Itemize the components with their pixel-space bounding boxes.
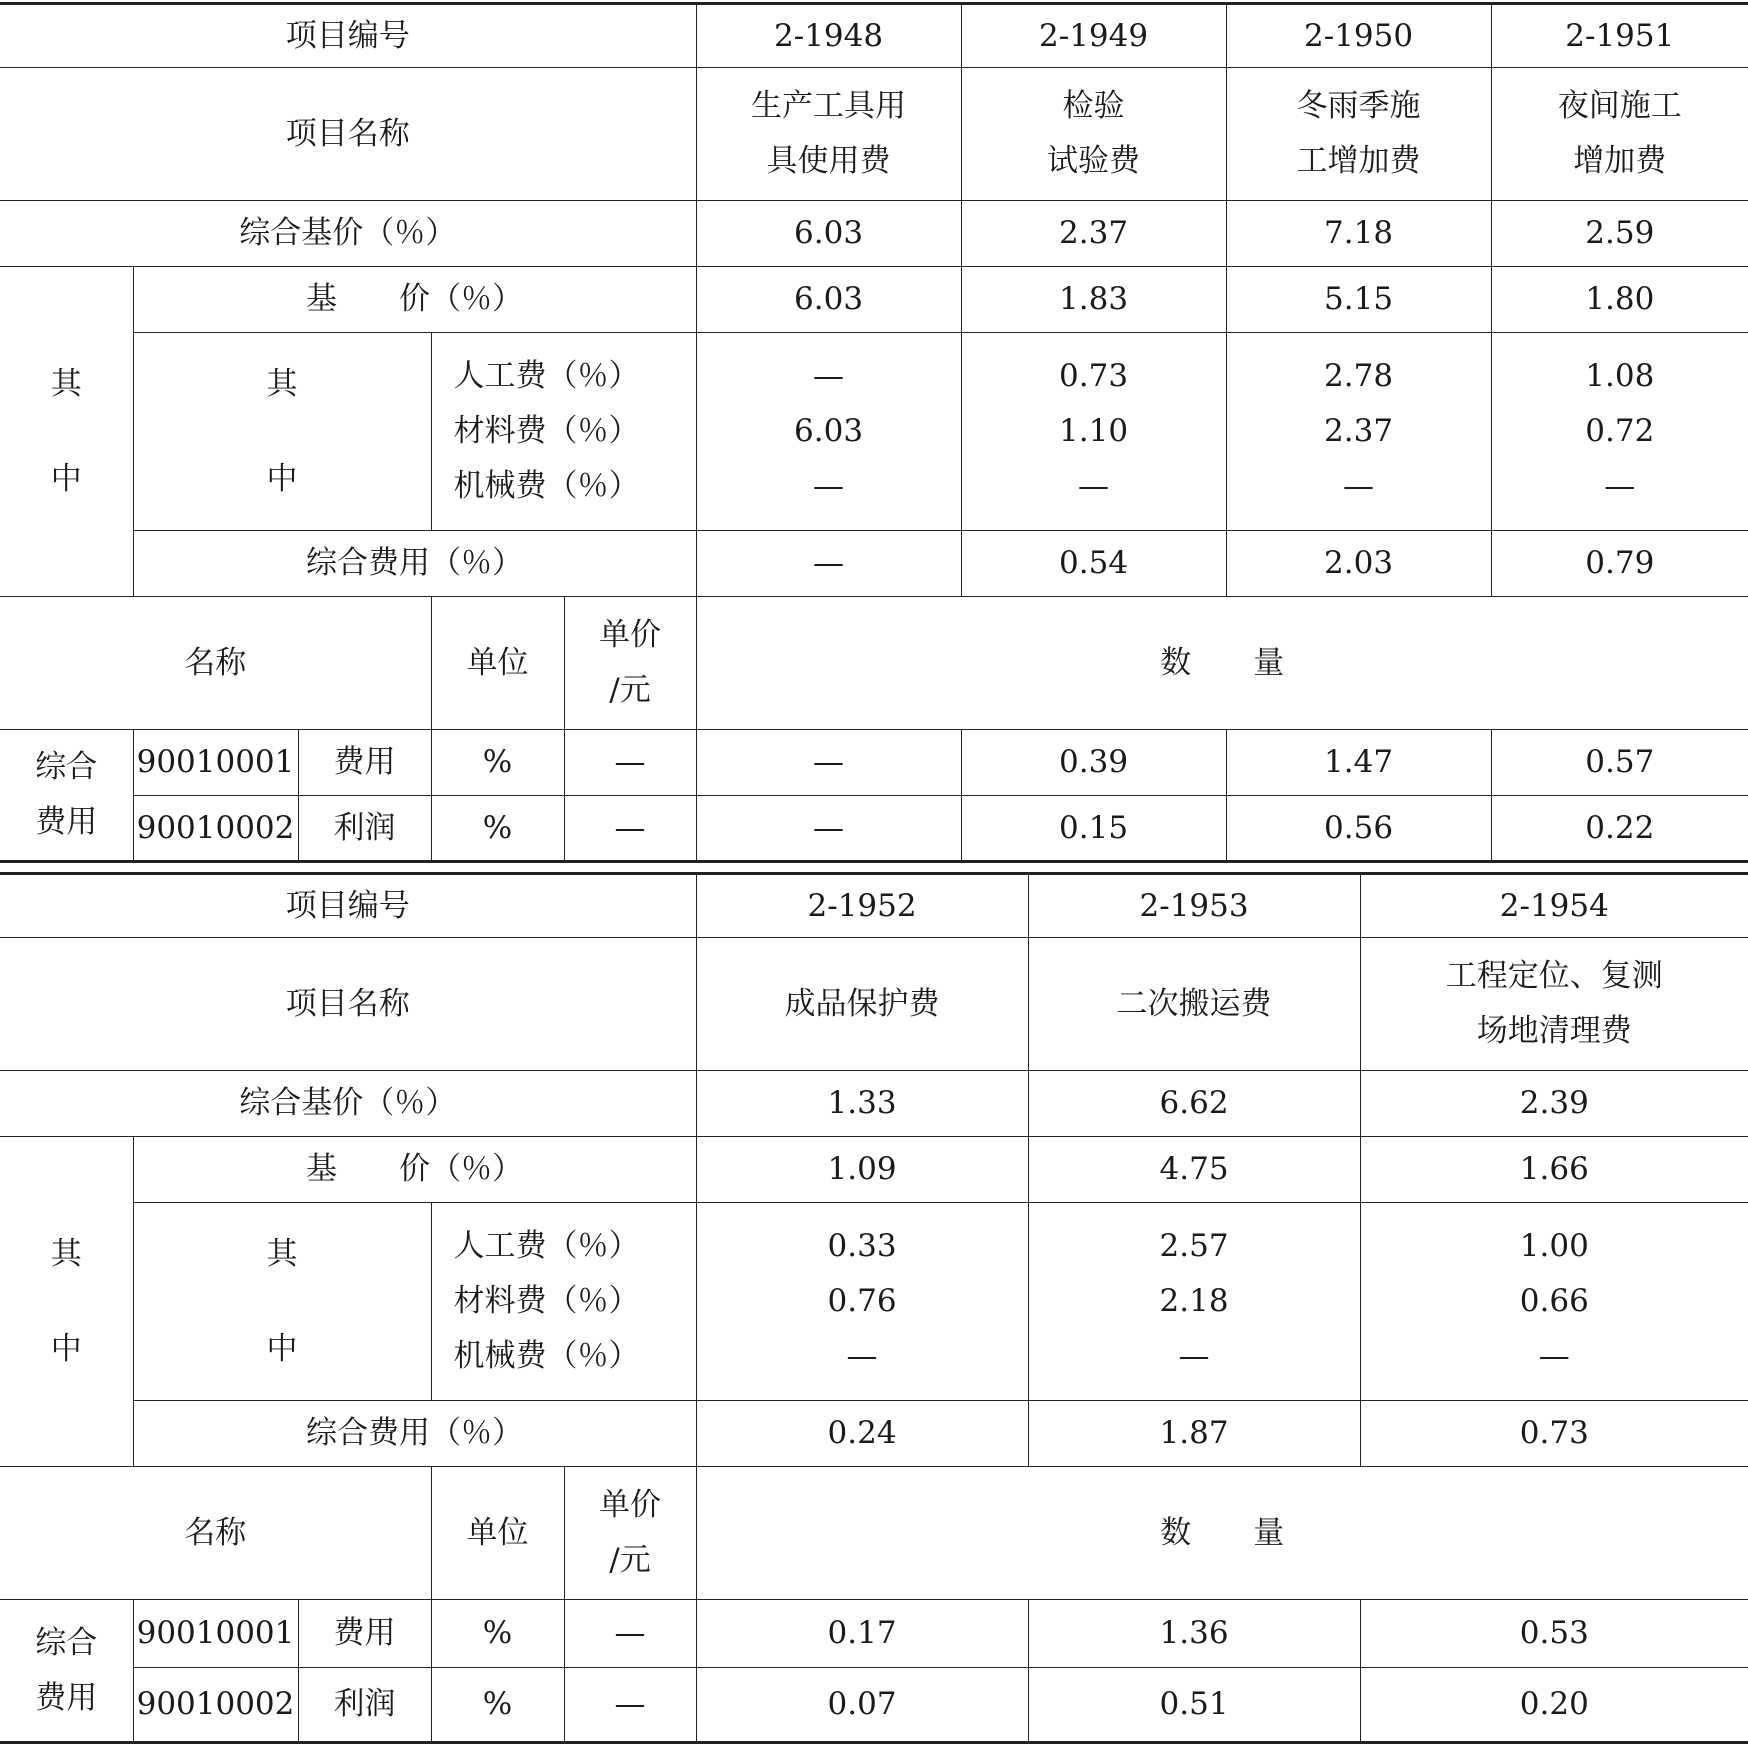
overhead: 0.73 bbox=[1360, 1401, 1748, 1467]
quota-table-1 bbox=[0, 2, 1748, 863]
overhead: 0.79 bbox=[1491, 531, 1748, 597]
total-base-price: 1.33 bbox=[696, 1071, 1028, 1137]
overhead-label: 综合费用（％） bbox=[133, 531, 696, 597]
overhead-group-label: 综合 费用 bbox=[0, 730, 133, 862]
sub-cost-values: 2.57 2.18 — bbox=[1028, 1203, 1360, 1401]
project-name: 检验 试验费 bbox=[961, 68, 1226, 201]
sub-cost-values: 0.73 1.10 — bbox=[961, 333, 1226, 531]
material-unit: % bbox=[431, 730, 564, 796]
project-code: 2-1949 bbox=[961, 4, 1226, 68]
project-name: 工程定位、复测 场地清理费 bbox=[1360, 938, 1748, 1071]
base-price: 5.15 bbox=[1226, 267, 1491, 333]
sub-cost-values: — 6.03 — bbox=[696, 333, 961, 531]
quantity: 0.15 bbox=[961, 796, 1226, 862]
sub-cost-labels: 人工费（％） 材料费（％） 机械费（％） bbox=[431, 1203, 696, 1401]
material-name: 费用 bbox=[298, 730, 431, 796]
total-base-price: 2.37 bbox=[961, 201, 1226, 267]
material-code: 90010001 bbox=[133, 1600, 298, 1668]
material-name: 利润 bbox=[298, 796, 431, 862]
overhead: 0.54 bbox=[961, 531, 1226, 597]
overhead-label: 综合费用（％） bbox=[133, 1401, 696, 1467]
material-price: — bbox=[564, 796, 696, 862]
project-code: 2-1951 bbox=[1491, 4, 1748, 68]
project-name: 成品保护费 bbox=[696, 938, 1028, 1071]
sub-cost-values: 2.78 2.37 — bbox=[1226, 333, 1491, 531]
project-code: 2-1948 bbox=[696, 4, 961, 68]
material-price: — bbox=[564, 1668, 696, 1743]
base-price-label: 基 价（％） bbox=[133, 1137, 696, 1203]
material-code: 90010002 bbox=[133, 796, 298, 862]
unit-price-header: 单价 /元 bbox=[564, 1467, 696, 1600]
base-price: 1.80 bbox=[1491, 267, 1748, 333]
project-name: 生产工具用 具使用费 bbox=[696, 68, 961, 201]
material-price: — bbox=[564, 1600, 696, 1668]
material-price: — bbox=[564, 730, 696, 796]
quantity: 0.22 bbox=[1491, 796, 1748, 862]
material-name-header: 名称 bbox=[0, 597, 431, 730]
qizhong-inner-label: 其 中 bbox=[133, 333, 431, 531]
sub-cost-labels: 人工费（％） 材料费（％） 机械费（％） bbox=[431, 333, 696, 531]
total-base-price-label: 综合基价（％） bbox=[0, 1071, 696, 1137]
quantity-header: 数 量 bbox=[696, 1467, 1748, 1600]
overhead: 2.03 bbox=[1226, 531, 1491, 597]
qizhong-inner-label: 其 中 bbox=[133, 1203, 431, 1401]
material-name: 费用 bbox=[298, 1600, 431, 1668]
project-name: 冬雨季施 工增加费 bbox=[1226, 68, 1491, 201]
quantity: 0.07 bbox=[696, 1668, 1028, 1743]
total-base-price: 6.03 bbox=[696, 201, 961, 267]
material-name: 利润 bbox=[298, 1668, 431, 1743]
qizhong-outer-label: 其 中 bbox=[0, 267, 133, 597]
project-name: 夜间施工 增加费 bbox=[1491, 68, 1748, 201]
project-code-label: 项目编号 bbox=[0, 4, 696, 68]
quantity: 0.20 bbox=[1360, 1668, 1748, 1743]
quantity: 0.17 bbox=[696, 1600, 1028, 1668]
base-price: 1.83 bbox=[961, 267, 1226, 333]
project-name-label: 项目名称 bbox=[0, 938, 696, 1071]
total-base-price-label: 综合基价（％） bbox=[0, 201, 696, 267]
qizhong-outer-label: 其 中 bbox=[0, 1137, 133, 1467]
quantity: 0.53 bbox=[1360, 1600, 1748, 1668]
base-price: 1.09 bbox=[696, 1137, 1028, 1203]
quantity: — bbox=[696, 730, 961, 796]
material-name-header: 名称 bbox=[0, 1467, 431, 1600]
material-code: 90010001 bbox=[133, 730, 298, 796]
material-unit: % bbox=[431, 1600, 564, 1668]
quantity: 0.39 bbox=[961, 730, 1226, 796]
overhead: — bbox=[696, 531, 961, 597]
project-code: 2-1953 bbox=[1028, 874, 1360, 938]
overhead: 1.87 bbox=[1028, 1401, 1360, 1467]
unit-header: 单位 bbox=[431, 597, 564, 730]
total-base-price: 6.62 bbox=[1028, 1071, 1360, 1137]
total-base-price: 7.18 bbox=[1226, 201, 1491, 267]
base-price: 4.75 bbox=[1028, 1137, 1360, 1203]
material-code: 90010002 bbox=[133, 1668, 298, 1743]
project-name: 二次搬运费 bbox=[1028, 938, 1360, 1071]
total-base-price: 2.39 bbox=[1360, 1071, 1748, 1137]
total-base-price: 2.59 bbox=[1491, 201, 1748, 267]
overhead-group-label: 综合 费用 bbox=[0, 1600, 133, 1743]
sub-cost-values: 1.08 0.72 — bbox=[1491, 333, 1748, 531]
quantity-header: 数 量 bbox=[696, 597, 1748, 730]
material-unit: % bbox=[431, 796, 564, 862]
quantity: — bbox=[696, 796, 961, 862]
unit-price-header: 单价 /元 bbox=[564, 597, 696, 730]
quota-table-2 bbox=[0, 872, 1748, 1744]
project-name-label: 项目名称 bbox=[0, 68, 696, 201]
base-price: 6.03 bbox=[696, 267, 961, 333]
material-unit: % bbox=[431, 1668, 564, 1743]
base-price-label: 基 价（％） bbox=[133, 267, 696, 333]
project-code: 2-1954 bbox=[1360, 874, 1748, 938]
project-code: 2-1952 bbox=[696, 874, 1028, 938]
unit-header: 单位 bbox=[431, 1467, 564, 1600]
sub-cost-values: 0.33 0.76 — bbox=[696, 1203, 1028, 1401]
quantity: 0.56 bbox=[1226, 796, 1491, 862]
sub-cost-values: 1.00 0.66 — bbox=[1360, 1203, 1748, 1401]
quantity: 1.47 bbox=[1226, 730, 1491, 796]
quantity: 0.51 bbox=[1028, 1668, 1360, 1743]
base-price: 1.66 bbox=[1360, 1137, 1748, 1203]
project-code: 2-1950 bbox=[1226, 4, 1491, 68]
quantity: 0.57 bbox=[1491, 730, 1748, 796]
overhead: 0.24 bbox=[696, 1401, 1028, 1467]
quantity: 1.36 bbox=[1028, 1600, 1360, 1668]
project-code-label: 项目编号 bbox=[0, 874, 696, 938]
